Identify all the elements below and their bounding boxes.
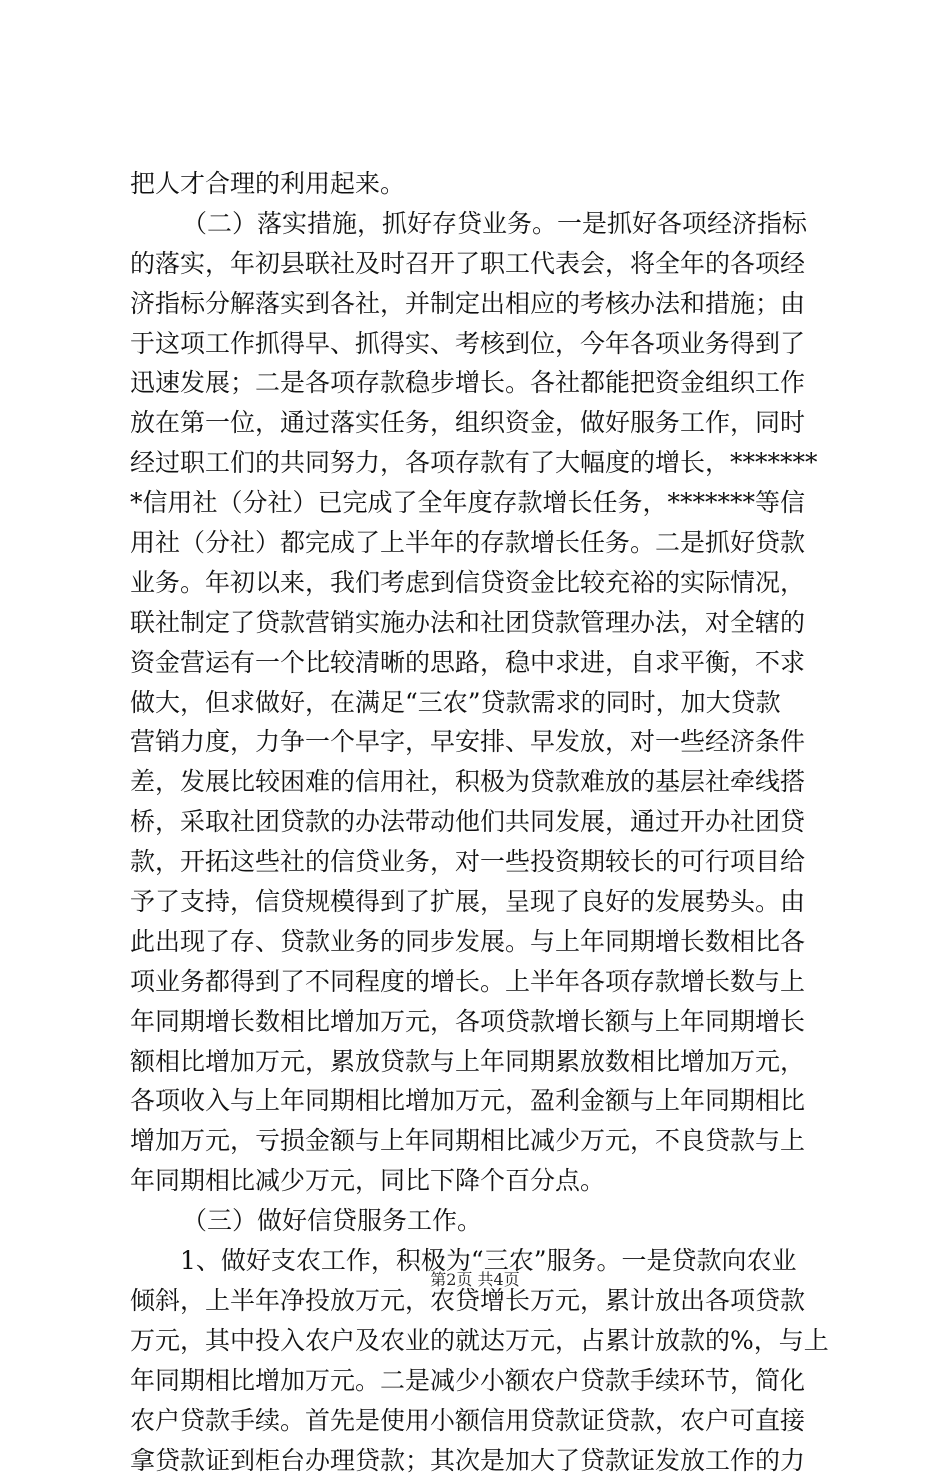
text-line: 业务。年初以来，我们考虑到信贷资金比较充裕的实际情况， xyxy=(130,563,830,603)
text-line: 差，发展比较困难的信用社，积极为贷款难放的基层社牵线搭 xyxy=(130,762,830,802)
text-line: 的落实，年初县联社及时召开了职工代表会，将全年的各项经 xyxy=(130,244,830,284)
text-line: 倾斜，上半年净投放万元，农贷增长万元，累计放出各项贷款 xyxy=(130,1281,830,1321)
paragraph-heading: （三）做好信贷服务工作。 xyxy=(130,1201,830,1241)
text-line: 年同期相比增加万元。二是减少小额农户贷款手续环节，简化 xyxy=(130,1361,830,1401)
text-line: 年同期相比减少万元，同比下降个百分点。 xyxy=(130,1161,830,1201)
paragraph-heading: （二）落实措施，抓好存贷业务。一是抓好各项经济指标 xyxy=(130,204,830,244)
text-line: 此出现了存、贷款业务的同步发展。与上年同期增长数相比各 xyxy=(130,922,830,962)
text-line: 资金营运有一个比较清晰的思路，稳中求进，自求平衡，不求 xyxy=(130,643,830,683)
text-line: 万元，其中投入农户及农业的就达万元，占累计放款的%，与上 xyxy=(130,1321,830,1361)
text-line: *信用社（分社）已完成了全年度存款增长任务，*******等信 xyxy=(130,483,830,523)
text-line: 予了支持，信贷规模得到了扩展，呈现了良好的发展势头。由 xyxy=(130,882,830,922)
text-line: 拿贷款证到柜台办理贷款；其次是加大了贷款证发放工作的力 xyxy=(130,1441,830,1480)
text-line: 做大，但求做好，在满足“三农”贷款需求的同时，加大贷款 xyxy=(130,683,830,723)
text-line: 项业务都得到了不同程度的增长。上半年各项存款增长数与上 xyxy=(130,962,830,1002)
text-line: 款，开拓这些社的信贷业务，对一些投资期较长的可行项目给 xyxy=(130,842,830,882)
text-line: 增加万元，亏损金额与上年同期相比减少万元，不良贷款与上 xyxy=(130,1121,830,1161)
text-line: 桥，采取社团贷款的办法带动他们共同发展，通过开办社团贷 xyxy=(130,802,830,842)
text-line: 营销力度，力争一个早字，早安排、早发放，对一些经济条件 xyxy=(130,722,830,762)
text-line: 用社（分社）都完成了上半年的存款增长任务。二是抓好贷款 xyxy=(130,523,830,563)
text-line: 农户贷款手续。首先是使用小额信用贷款证贷款，农户可直接 xyxy=(130,1401,830,1441)
text-line: 各项收入与上年同期相比增加万元，盈利金额与上年同期相比 xyxy=(130,1081,830,1121)
text-line: 经过职工们的共同努力，各项存款有了大幅度的增长，******* xyxy=(130,443,830,483)
text-line: 额相比增加万元，累放贷款与上年同期累放数相比增加万元， xyxy=(130,1042,830,1082)
text-line: 于这项工作抓得早、抓得实、考核到位，今年各项业务得到了 xyxy=(130,324,830,364)
text-line: 济指标分解落实到各社，并制定出相应的考核办法和措施；由 xyxy=(130,284,830,324)
text-line: 年同期增长数相比增加万元，各项贷款增长额与上年同期增长 xyxy=(130,1002,830,1042)
text-line: 1、做好支农工作，积极为“三农”服务。一是贷款向农业 xyxy=(130,1241,830,1281)
page-number-footer: 第2页 共4页 xyxy=(0,1270,950,1290)
text-line: 放在第一位，通过落实任务，组织资金，做好服务工作，同时 xyxy=(130,403,830,443)
text-line: 联社制定了贷款营销实施办法和社团贷款管理办法，对全辖的 xyxy=(130,603,830,643)
text-line: 把人才合理的利用起来。 xyxy=(130,164,830,204)
text-line: 迅速发展；二是各项存款稳步增长。各社都能把资金组织工作 xyxy=(130,363,830,403)
